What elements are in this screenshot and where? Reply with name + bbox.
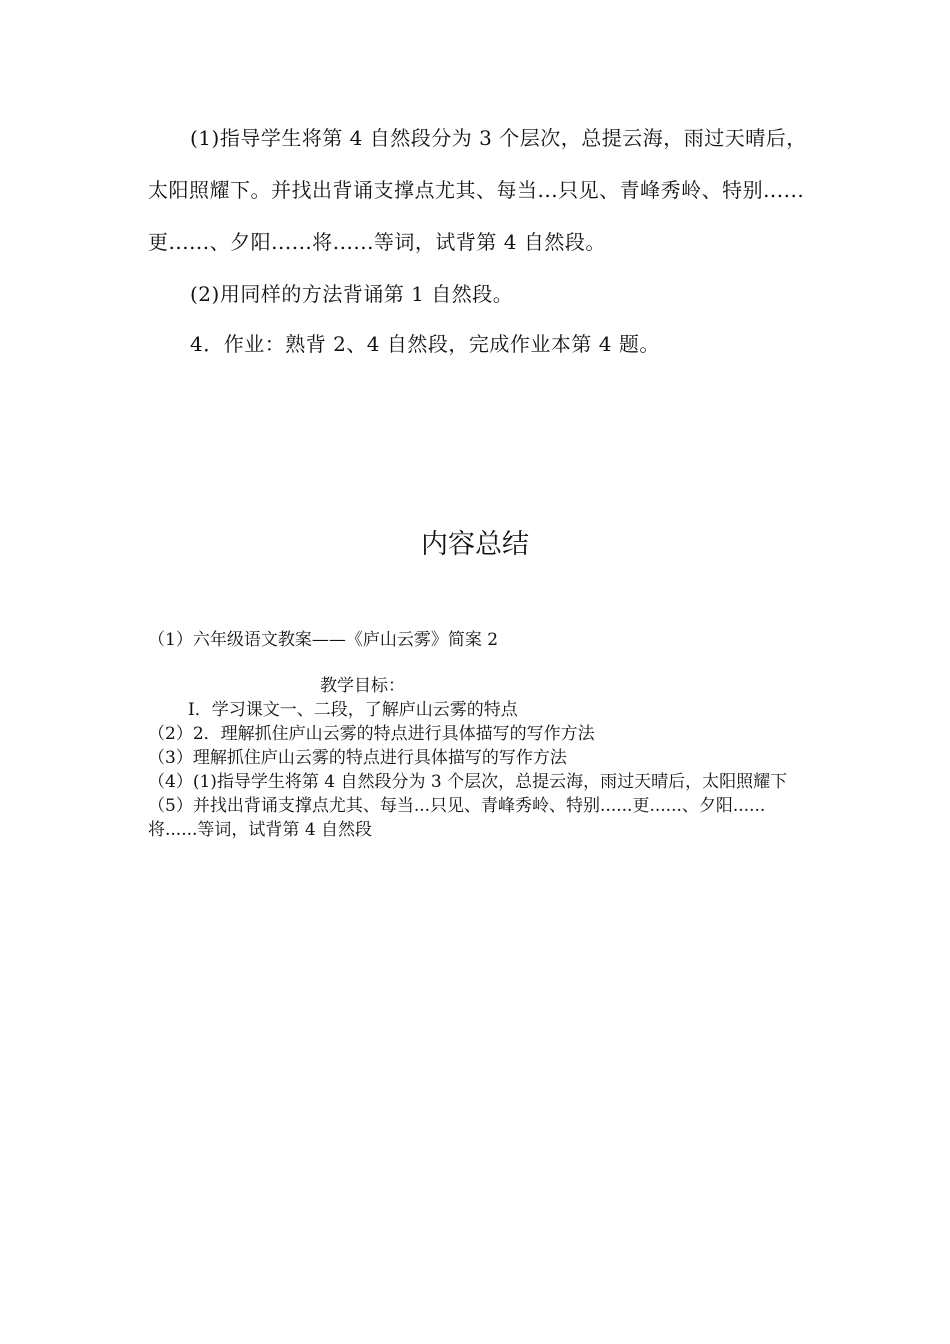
body-paragraph-3-text: 4．作业：熟背 2、4 自然段，完成作业本第 4 题。 <box>190 332 660 356</box>
summary-item-4: （4）(1)指导学生将第 4 自然段分为 3 个层次，总提云海，雨过天晴后，太阳照耀下 <box>148 772 788 792</box>
summary-item-2: （2）2．理解抓住庐山云雾的特点进行具体描写的写作方法 <box>148 724 595 744</box>
goals-heading: 教学目标： <box>320 676 405 696</box>
body-paragraph-2 <box>148 268 808 320</box>
summary-title: 内容总结 <box>421 529 529 560</box>
summary-item-3: （3）理解抓住庐山云雾的特点进行具体描写的写作方法 <box>148 748 567 768</box>
goal-item-1: I．学习课文一、二段，了解庐山云雾的特点 <box>188 700 518 720</box>
body-paragraph-3 <box>148 318 808 370</box>
summary-item-5: （5）并找出背诵支撑点尤其、每当...只见、青峰秀岭、特别......更......、夕阳......将......等词，试背第 4 自然段 <box>148 796 766 840</box>
body-paragraph-2-text: (2)用同样的方法背诵第 1 自然段。 <box>190 282 514 306</box>
body-paragraph-1 <box>148 112 808 268</box>
summary-item-1: （1）六年级语文教案——《庐山云雾》简案 2 <box>148 630 499 650</box>
summary-list <box>148 722 808 842</box>
body-paragraph-1-text: (1)指导学生将第 4 自然段分为 3 个层次，总提云海，雨过天晴后，太阳照耀下。并找出背诵支撑点尤其、每当...只见、青峰秀岭、特别......更......、夕阳......将......等词，试背第 4 自然段。 <box>148 126 807 254</box>
